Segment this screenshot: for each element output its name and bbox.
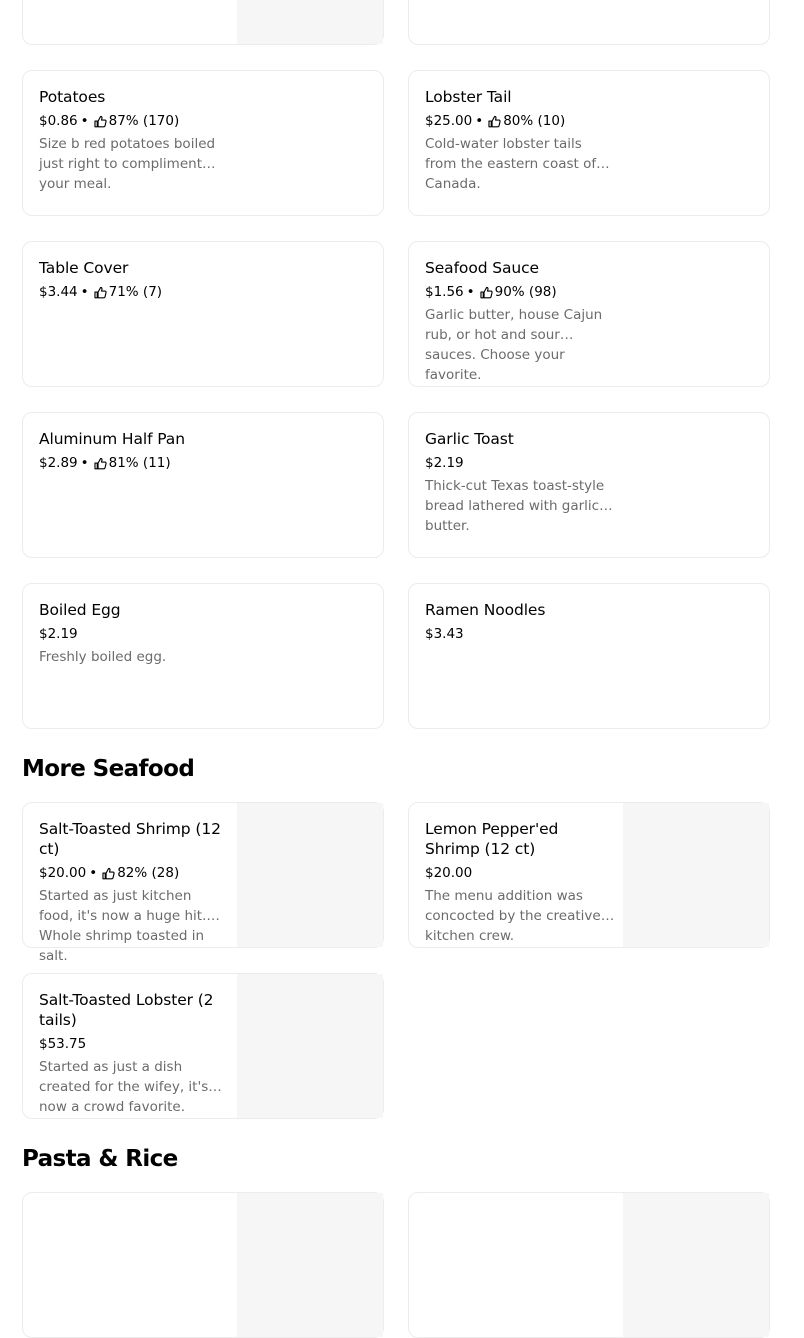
- menu-item-card-potatoes[interactable]: [22, 70, 384, 216]
- section-title-pasta-rice: Pasta & Rice: [22, 1146, 178, 1172]
- item-name: Lobster Tail: [425, 88, 512, 106]
- menu-item-card-ramen-noodles[interactable]: [408, 583, 770, 729]
- item-name: Aluminum Half Pan: [39, 430, 185, 448]
- item-meta: [425, 112, 745, 130]
- item-rating: 81% (11): [108, 455, 171, 471]
- item-description: Cold-water lobster tails from the eastern coast of Canada.: [425, 136, 597, 192]
- separator: •: [80, 113, 89, 129]
- separator: •: [80, 284, 89, 300]
- menu-item-card-aluminum-half-pan[interactable]: [22, 412, 384, 558]
- menu-item-card-seafood-sauce[interactable]: [408, 241, 770, 387]
- menu-item-card-salt-toasted-lobster[interactable]: [22, 973, 384, 1119]
- item-meta: [39, 112, 359, 130]
- item-description: Started as just a dish created for the wifey, it's now a crowd favorite.: [39, 1059, 209, 1115]
- separator: •: [466, 284, 475, 300]
- item-name: Potatoes: [39, 88, 106, 106]
- item-rating: 82% (28): [117, 865, 180, 881]
- menu-item-card[interactable]: [22, 0, 384, 45]
- menu-item-card-table-cover[interactable]: [22, 241, 384, 387]
- item-meta: [425, 283, 745, 301]
- item-name: Lemon Pepper'ed Shrimp (12 ct): [425, 820, 559, 858]
- thumbs-up-icon: [94, 115, 107, 128]
- item-description: Garlic butter, house Cajun rub, or hot and sour sauces. Choose your favorite.: [425, 307, 603, 383]
- thumbs-up-icon: [488, 115, 501, 128]
- item-price: $3.44: [39, 284, 78, 300]
- menu-item-card-garlic-toast[interactable]: [408, 412, 770, 558]
- item-description: Started as just kitchen food, it's now a huge hit. Whole shrimp toasted in salt.: [39, 888, 207, 964]
- item-rating: 90% (98): [494, 284, 557, 300]
- item-rating: 71% (7): [108, 284, 163, 300]
- menu-item-card[interactable]: [22, 1192, 384, 1338]
- thumbs-up-icon: [94, 286, 107, 299]
- item-meta: [39, 1035, 229, 1053]
- item-rating: 87% (170): [108, 113, 180, 129]
- item-meta: [39, 625, 359, 643]
- menu-item-card-salt-toasted-shrimp[interactable]: [22, 802, 384, 964]
- item-image: [237, 1193, 383, 1337]
- item-price: $2.89: [39, 455, 78, 471]
- item-price: $1.56: [425, 284, 464, 300]
- item-image: [237, 974, 383, 1118]
- menu-item-card-boiled-egg[interactable]: [22, 583, 384, 729]
- section-title-more-seafood: More Seafood: [22, 756, 195, 782]
- separator: •: [475, 113, 484, 129]
- thumbs-up-icon: [94, 457, 107, 470]
- thumbs-up-icon: [480, 286, 493, 299]
- item-image: [237, 0, 383, 44]
- item-name: Salt-Toasted Shrimp (12 ct): [39, 820, 221, 858]
- item-price: $53.75: [39, 1036, 87, 1052]
- item-image: [623, 803, 769, 947]
- item-image: [623, 1193, 769, 1337]
- item-meta: [39, 454, 359, 472]
- item-price: $3.43: [425, 626, 464, 642]
- item-meta: [39, 864, 229, 882]
- thumbs-up-icon: [102, 867, 115, 880]
- separator: •: [89, 865, 98, 881]
- item-image: [237, 803, 383, 947]
- item-name: Ramen Noodles: [425, 601, 546, 619]
- item-meta: [425, 864, 615, 882]
- item-description: Freshly boiled egg.: [39, 649, 167, 665]
- item-price: $25.00: [425, 113, 473, 129]
- item-price: $2.19: [39, 626, 78, 642]
- item-description: Thick-cut Texas toast-style bread lathered with garlic butter.: [425, 478, 605, 534]
- item-meta: [425, 625, 745, 643]
- item-price: $0.86: [39, 113, 78, 129]
- separator: •: [80, 455, 89, 471]
- item-price: $20.00: [425, 865, 473, 881]
- menu-item-card-lemon-pepper-shrimp[interactable]: [408, 802, 770, 948]
- item-description: Size b red potatoes boiled just right to compliment your meal.: [39, 136, 216, 192]
- item-name: Seafood Sauce: [425, 259, 539, 277]
- item-name: Boiled Egg: [39, 601, 121, 619]
- item-description: The menu addition was concocted by the creative kitchen crew.: [425, 888, 601, 944]
- item-meta: [39, 283, 359, 301]
- item-meta: [425, 454, 745, 472]
- item-rating: 80% (10): [503, 113, 566, 129]
- item-price: $20.00: [39, 865, 87, 881]
- item-name: Table Cover: [39, 259, 129, 277]
- menu-item-card[interactable]: [408, 1192, 770, 1338]
- menu-item-card[interactable]: [408, 0, 770, 45]
- item-name: Garlic Toast: [425, 430, 514, 448]
- menu-item-card-lobster-tail[interactable]: [408, 70, 770, 216]
- item-name: Salt-Toasted Lobster (2 tails): [39, 991, 214, 1029]
- item-price: $2.19: [425, 455, 464, 471]
